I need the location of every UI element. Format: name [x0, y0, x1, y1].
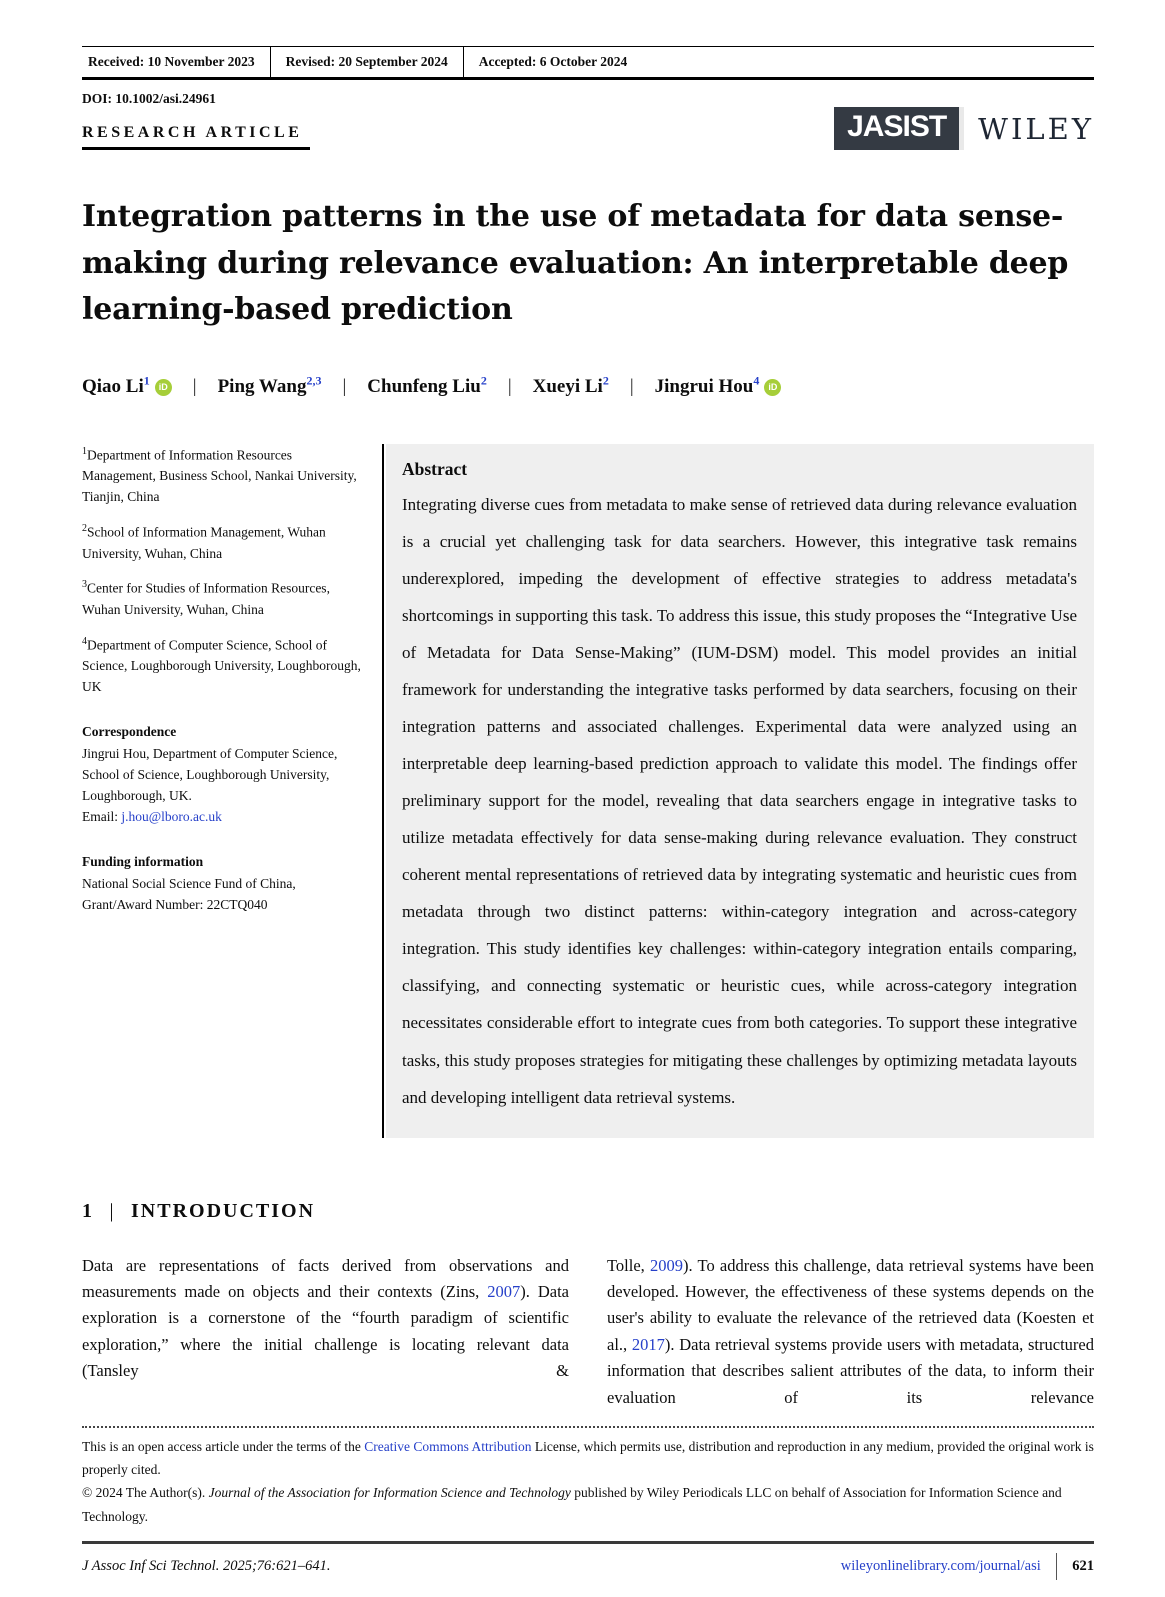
intro-column-right: Tolle, 2009). To address this challenge, data retrieval systems have been developed. However, the effectiveness of these systems depends on the user's ability to evaluate the relevance of the retrieved data (Koesten et al., 2017). Data retrieval systems provide users with metadata, structured information that describes salient attributes of the data, to inform their evaluation of its relevance	[607, 1255, 1094, 1407]
orcid-icon[interactable]: iD	[764, 379, 781, 396]
page-number: 621	[1072, 1557, 1094, 1574]
doi-and-article-type	[82, 91, 310, 150]
affiliations-sidebar	[82, 444, 369, 1138]
author-list	[82, 374, 1094, 398]
journal-article-page	[82, 46, 1094, 1580]
license-block	[82, 1435, 1094, 1528]
journal-logos	[834, 107, 1094, 150]
email-link[interactable]: j.hou@lboro.ac.uk	[121, 808, 222, 824]
article-type-label: RESEARCH ARTICLE	[82, 124, 310, 150]
footer-right	[841, 1553, 1094, 1580]
received-date: Received: 10 November 2023	[88, 54, 255, 69]
citation-link-2007[interactable]: 2007	[487, 1282, 521, 1302]
dotted-divider	[82, 1426, 1094, 1428]
affiliation-4: $^4$Department of Computer Science, School of Science, Loughborough University, Loughborough, UK	[82, 635, 361, 695]
funding-heading: Funding information	[82, 853, 204, 869]
author-separator: |	[507, 375, 512, 397]
correspondence-text: Jingrui Hou, Department of Computer Science, School of Science, Loughborough University, Loughborough, UK. Email: j.hou@lboro.ac.uk	[82, 745, 338, 824]
author-separator: |	[192, 375, 197, 397]
intro-column-left: Data are representations of facts derived from observations and measurements made on objects and their contexts (Zins, 2007). Data exploration is a cornerstone of the “fourth paradigm of scientific exploration,” where the initial challenge is locating relevant data (Tansley &	[82, 1255, 569, 1381]
footer-vertical-divider	[1056, 1553, 1058, 1580]
introduction-columns	[82, 1253, 1094, 1411]
citation-link-2009[interactable]: 2009	[650, 1255, 683, 1275]
jasist-logo: JASIST	[834, 107, 964, 150]
journal-citation: J Assoc Inf Sci Technol. 2025;76:621–641.	[82, 1557, 331, 1574]
author-separator: |	[629, 375, 634, 397]
author-jingrui-hou: Jingrui Hou$^4$ iD	[655, 376, 782, 397]
accepted-date: Accepted: 6 October 2024	[463, 47, 643, 77]
correspondence-heading: Correspondence	[82, 724, 177, 740]
affiliations-abstract-grid	[82, 444, 1094, 1138]
abstract-text: Integrating diverse cues from metadata to make sense of retrieved data during relevance evaluation is a crucial yet challenging task for data searchers. However, this integrative task remains underexplored, impeding the development of effective strategies to address metadata's shortcomings in supporting this task. To address this issue, this study proposes the “Integrative Use of Metadata for Data Sense-Making” (IUM-DSM) model. This model provides an initial framework for understanding the integrative tasks performed by data searchers, focusing on their integration patterns and associated challenges. Experimental data were analyzed using an interpretable deep learning-based prediction approach to validate this model. The findings offer preliminary support for the model, revealing that data searchers engage in integrative tasks to utilize metadata effectively for data sense-making during relevance evaluation. They construct coherent mental representations of retrieved data by integrating systematic and heuristic cues from metadata through two distinct patterns: within-category integration and across-category integration. This study identifies key challenges: within-category integration entails comparing, classifying, and connecting systematic or heuristic cues, while across-category integration necessitates considerable effort to integrate cues from both categories. To support these integrative tasks, this study proposes strategies for mitigating these challenges by optimizing metadata layouts and developing intelligent data retrieval systems.	[402, 494, 1077, 1107]
author-qiao-li: Qiao Li$^1$ iD	[82, 376, 172, 397]
open-access-statement: This is an open access article under the terms of the Creative Commons Attribution License, which permits use, distribution and reproduction in any medium, provided the original work is properly cited.	[82, 1438, 1094, 1478]
author-ping-wang: Ping Wang$^{2,3}$	[217, 373, 322, 397]
abstract-heading: Abstract	[402, 458, 468, 479]
funding-text: National Social Science Fund of China, Grant/Award Number: 22CTQ040	[82, 875, 296, 912]
creative-commons-link[interactable]: Creative Commons Attribution	[364, 1438, 532, 1454]
page-title: Integration patterns in the use of metadata for data sense-making during relevance evaluation: An interpretable deep learning-based prediction	[82, 199, 1069, 327]
wiley-logo: WILEY	[978, 111, 1094, 146]
affiliation-1: $^1$Department of Information Resources Management, Business School, Nankai University, Tianjin, China	[82, 445, 357, 505]
author-chunfeng-liu: Chunfeng Liu$^2$	[367, 373, 487, 397]
author-separator: |	[342, 375, 347, 397]
copyright-statement: © 2024 The Author(s). Journal of the Association for Information Science and Technology published by Wiley Periodicals LLC on behalf of Association for Information Science and Technology.	[82, 1485, 1062, 1524]
affiliation-2: $^2$School of Information Management, Wuhan University, Wuhan, China	[82, 523, 326, 561]
vertical-divider	[382, 444, 384, 1138]
author-xueyi-li: Xueyi Li$^2$	[532, 373, 609, 397]
abstract-section	[386, 444, 1094, 1138]
received-revised-accepted-bar	[82, 46, 1094, 80]
introduction-heading: 1 | INTRODUCTION	[82, 1199, 316, 1222]
revised-date: Revised: 20 September 2024	[270, 47, 463, 77]
journal-url-link[interactable]: wileyonlinelibrary.com/journal/asi	[840, 1557, 1041, 1574]
citation-link-2017[interactable]: 2017	[631, 1334, 665, 1354]
orcid-icon[interactable]: iD	[155, 379, 172, 396]
header-band	[82, 91, 1094, 150]
doi: DOI: 10.1002/asi.24961	[82, 91, 216, 106]
page-footer	[82, 1544, 1094, 1580]
affiliation-3: $^3$Center for Studies of Information Resources, Wuhan University, Wuhan, China	[82, 579, 330, 617]
